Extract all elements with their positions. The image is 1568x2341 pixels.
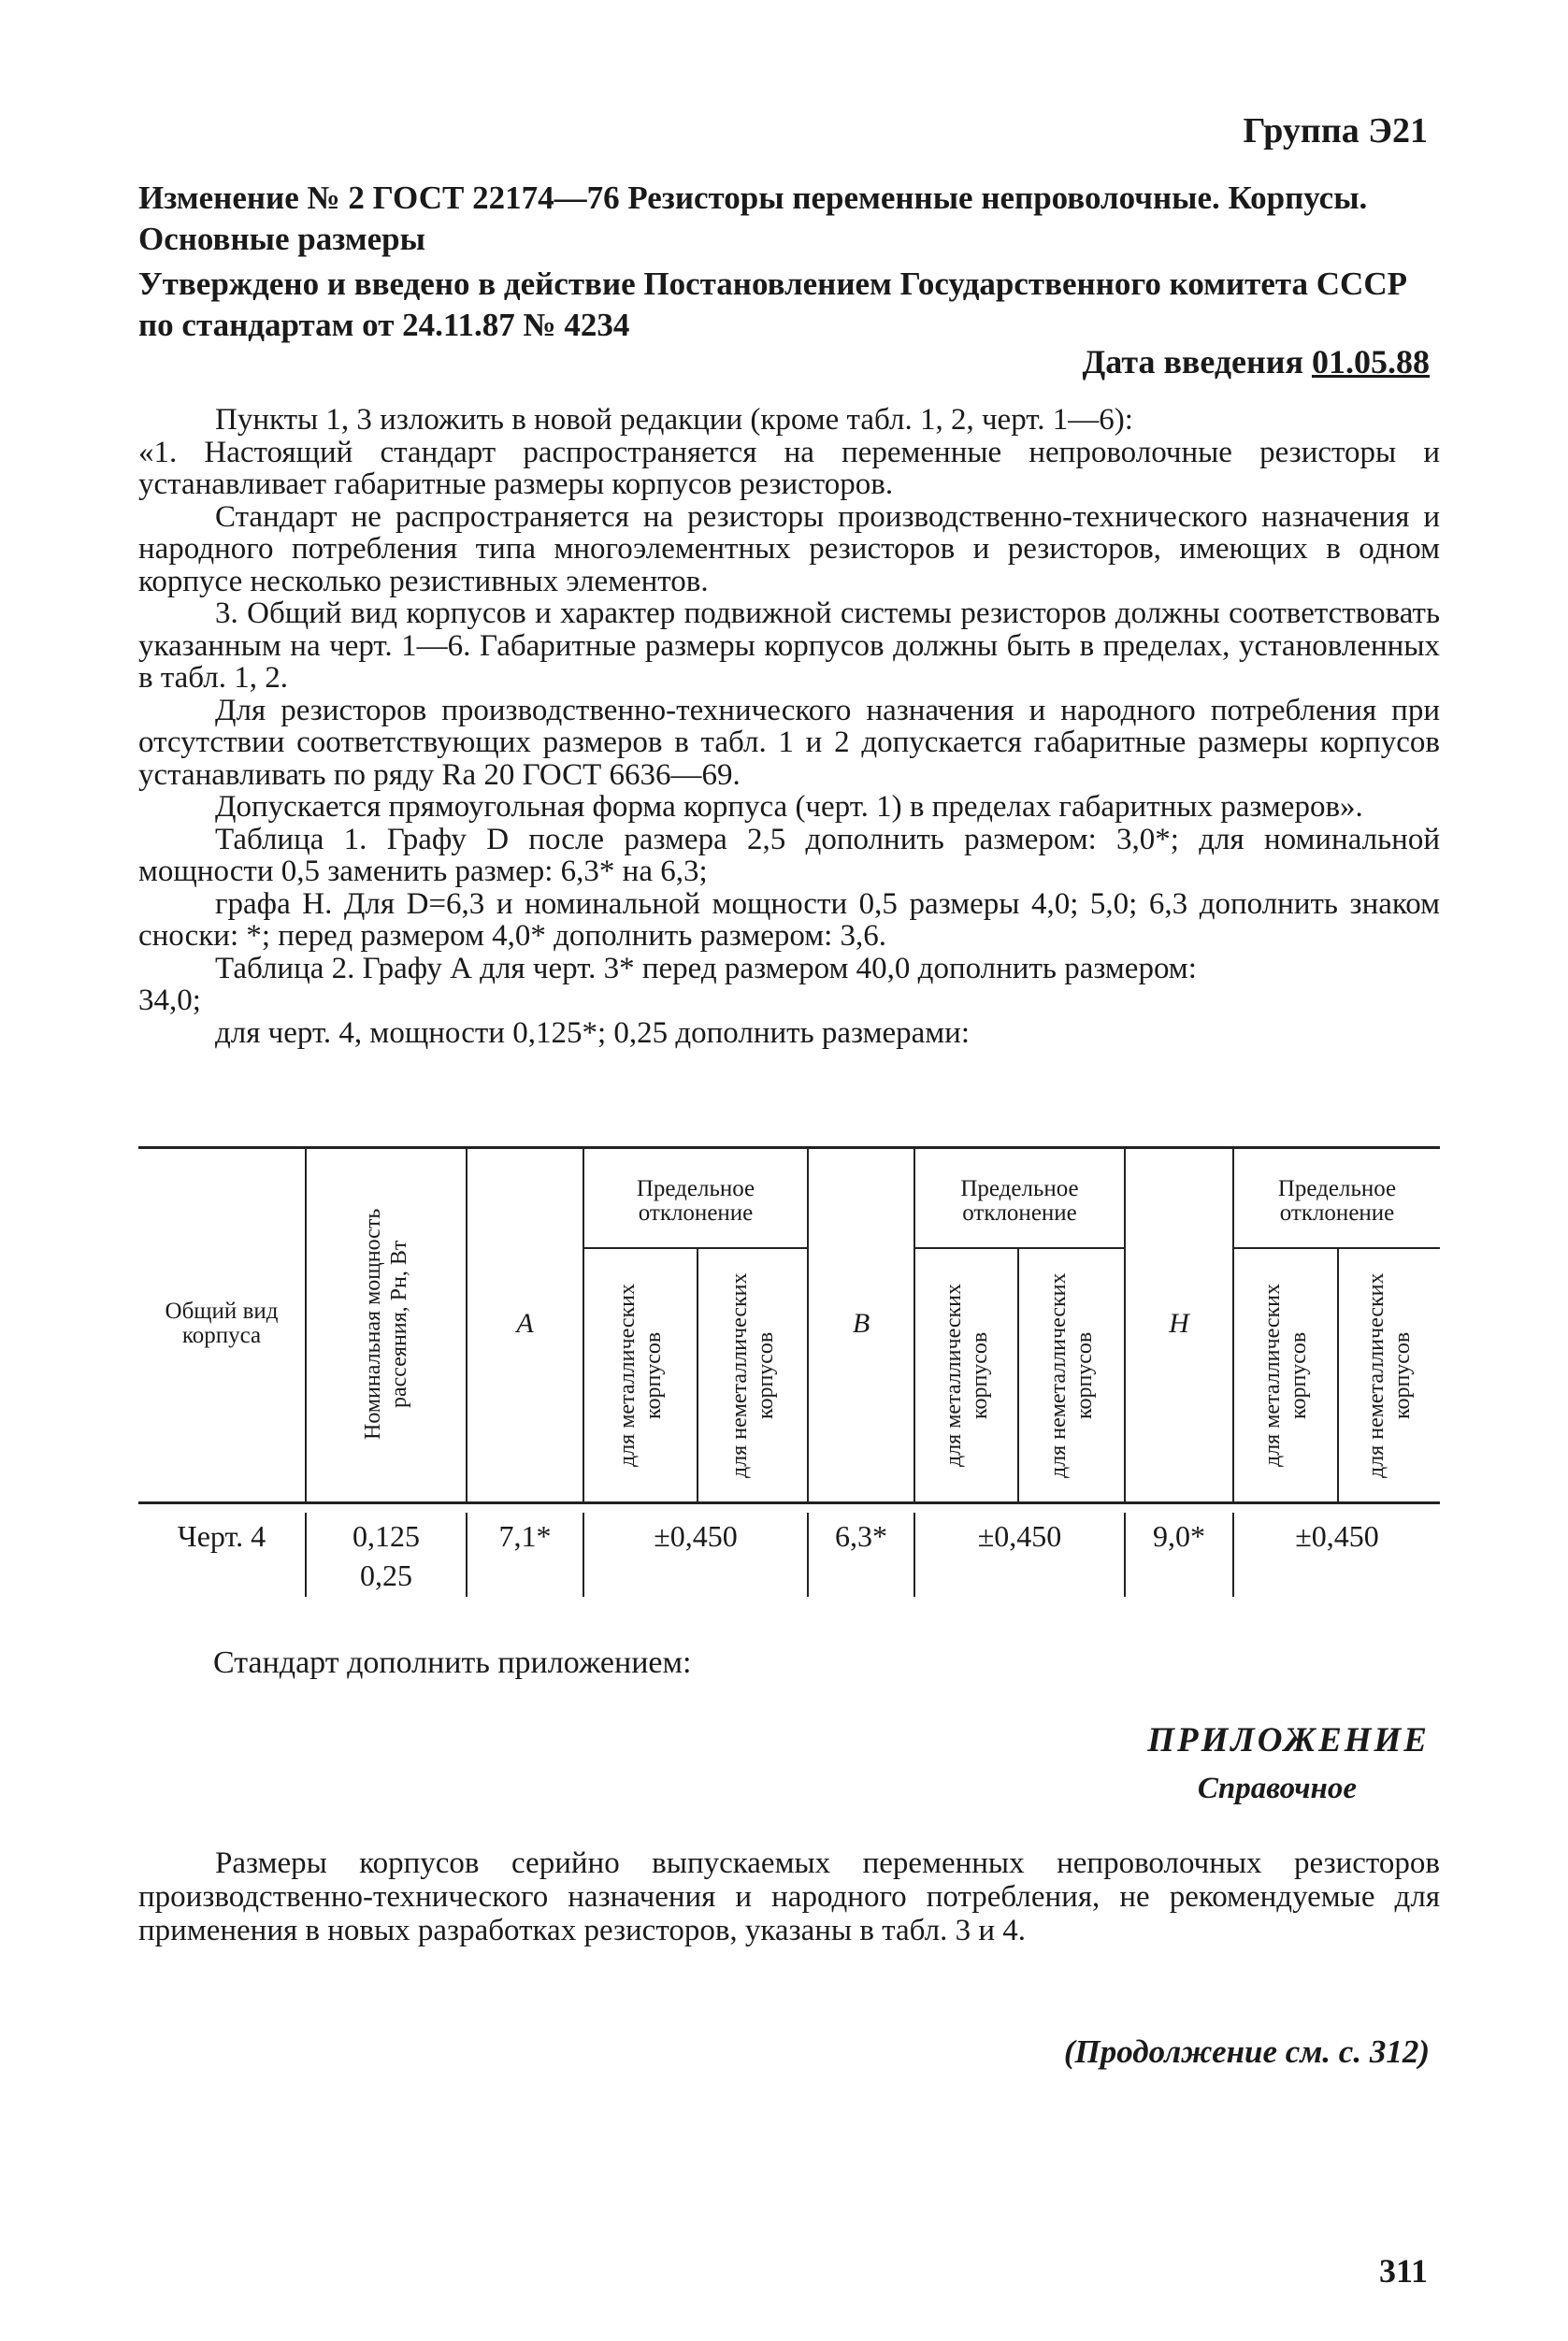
intro-date-label: Дата введения	[1082, 343, 1303, 381]
intro-date	[1083, 342, 1431, 381]
header-h-nonmetal-cell	[1339, 1249, 1440, 1501]
document-title: Изменение № 2 ГОСТ 22174—76 Резисторы переменные непроволочные. Корпусы. Основные размеры	[138, 180, 1368, 257]
header-view: Общий вид корпуса	[165, 1299, 279, 1348]
row-view: Черт. 4	[177, 1518, 266, 1553]
row-power-2: 0,25	[360, 1558, 412, 1592]
paragraph: «1. Настоящий стандарт распространяется на переменные непроволочные резисторы и устанавливает габаритные размеры корпусов резисторов.	[138, 435, 1440, 501]
paragraph: Пункты 1, 3 изложить в новой редакции (кроме табл. 1, 2, черт. 1—6):	[215, 403, 1133, 437]
header-a-deviation: Предельное отклонение	[636, 1176, 755, 1226]
row-b: 6,3*	[835, 1518, 887, 1553]
header-b-nonmetal: для неметаллических корпусов	[1046, 1272, 1097, 1478]
supplement-note: Стандарт дополнить приложением:	[213, 1645, 692, 1680]
header-b: B	[852, 1308, 870, 1339]
row-a: 7,1*	[498, 1518, 552, 1553]
appendix-paragraph: Размеры корпусов серийно выпускаемых переменных непроволочных резисторов производственно-технического назначения и народного потребления, не рекомендуемые для применения в новых разработках резисторов, указаны в табл. 3 и 4.	[138, 1846, 1440, 1947]
paragraph: 3. Общий вид корпусов и характер подвижной системы резисторов должны соответствовать указанным на черт. 1—6. Габаритные размеры корпусов должны быть в пределах, установленных в табл. 1, 2.	[138, 596, 1440, 695]
header-power-cell	[307, 1146, 466, 1501]
header-a: A	[516, 1308, 534, 1339]
row-h-deviation: ±0,450	[1295, 1518, 1379, 1553]
row-power-1: 0,125	[352, 1518, 420, 1553]
header-b-metal: для металлических корпусов	[941, 1284, 992, 1467]
appendix-subtitle: Справочное	[1197, 1772, 1357, 1805]
header-a-metal: для металлических корпусов	[615, 1284, 666, 1467]
dimensions-table	[138, 1146, 1440, 1614]
paragraph: Для резисторов производственно-технического назначения и народного потребления при отсутствии соответствующих размеров в табл. 1 и 2 допускается габаритные размеры корпусов устанавливать по ряду Ra 20 ГОСТ 6636—69.	[138, 693, 1440, 792]
header-a-nonmetal: для неметаллических корпусов	[727, 1272, 778, 1478]
header-b-nonmetal-cell	[1019, 1249, 1124, 1501]
header-h-deviation: Предельное отклонение	[1277, 1176, 1397, 1226]
header-a-nonmetal-cell	[698, 1249, 807, 1501]
header-a-metal-cell	[584, 1249, 697, 1501]
header-h-nonmetal: для неметаллических корпусов	[1364, 1272, 1415, 1478]
header-h: H	[1169, 1308, 1189, 1339]
paragraph: Допускается прямоугольная форма корпуса (черт. 1) в пределах габаритных размеров».	[215, 790, 1363, 824]
paragraph: графа H. Для D=6,3 и номинальной мощности 0,5 размеры 4,0; 5,0; 6,3 дополнить знаком сноски: *; перед размером 4,0* дополнить размером: 3,6.	[138, 886, 1440, 953]
approval-note: Утверждено и введено в действие Постановлением Государственного комитета СССР по стандартам от 24.11.87 № 4234	[138, 266, 1407, 343]
amendment-body	[138, 404, 1440, 1049]
header-power: Номинальная мощность рассеяния, Pн, Вт	[361, 1208, 411, 1440]
row-h: 9,0*	[1153, 1518, 1205, 1553]
paragraph: Стандарт не распространяется на резисторы производственно-технического назначения и народного потребления типа многоэлементных резисторов и резисторов, имеющих в одном корпусе несколько резистивных элементов.	[138, 499, 1440, 598]
appendix-text	[138, 1846, 1440, 1947]
paragraph: для черт. 4, мощности 0,125*; 0,25 дополнить размерами:	[215, 1015, 970, 1050]
row-a-deviation: ±0,450	[654, 1518, 738, 1553]
paragraph: Таблица 1. Графу D после размера 2,5 дополнить размером: 3,0*; для номинальной мощности 0,5 заменить размер: 6,3* на 6,3;	[138, 822, 1440, 888]
row-b-deviation: ±0,450	[977, 1518, 1062, 1553]
header-h-metal-cell	[1234, 1249, 1337, 1501]
appendix-title: ПРИЛОЖЕНИЕ	[1147, 1721, 1430, 1759]
group-code: Группа Э21	[1243, 111, 1428, 151]
continued-note: (Продолжение см. с. 312)	[1063, 2033, 1430, 2070]
page-number: 311	[1378, 2252, 1428, 2290]
intro-date-value: 01.05.88	[1312, 343, 1430, 381]
header-b-metal-cell	[915, 1249, 1017, 1501]
header-h-metal: для металлических корпусов	[1260, 1284, 1311, 1467]
header-b-deviation: Предельное отклонение	[960, 1176, 1079, 1226]
paragraph: Таблица 2. Графу А для черт. 3* перед размером 40,0 дополнить размером:	[215, 951, 1197, 985]
table-header-rule	[138, 1501, 1440, 1504]
paragraph: 34,0;	[138, 984, 201, 1017]
